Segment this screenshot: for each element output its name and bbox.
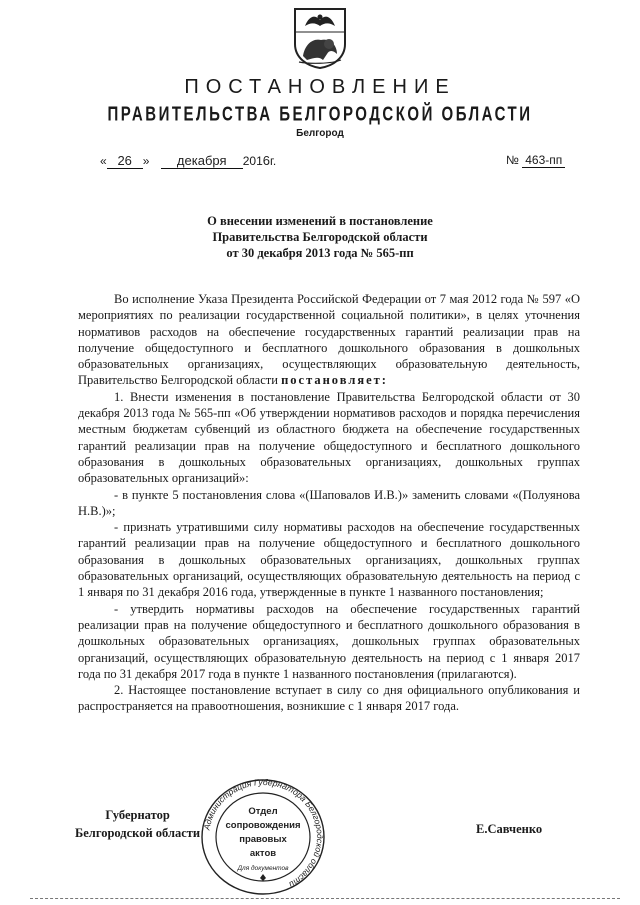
number-value: 463-пп [522, 153, 565, 168]
coat-of-arms-icon [291, 6, 349, 70]
city-label: Белгород [296, 128, 344, 139]
date-open-quote: « [100, 154, 107, 168]
date-day: 26 [107, 153, 143, 169]
heading-line-1: О внесении изменений в постановление [207, 214, 433, 228]
stamp-line-4: актов [249, 848, 277, 859]
signer-position-line-2: Белгородской области [75, 826, 201, 840]
signer-name: Е.Савченко [476, 822, 543, 836]
body-paragraph-item-1: 1. Внести изменения в постановление Правительства Белгородской области от 30 декабря 2013 года № 565-пп «Об утверждении нормативов расходов и порядка перечисления местным бюджетам субвенций из областного бюджета на обеспечение государственных гарантий реализации прав на получение общедоступного и бесплатного дошкольного образования в дошкольных образовательных организациях, дошкольных группах образовательных организаций»: [78, 389, 580, 486]
body-paragraph-item-2: 2. Настоящее постановление вступает в силу со дня официального опубликования и распространяется на правоотношения, возникшие с 1 января 2017 года. [78, 683, 580, 714]
stamp-ring-text: Администрация Губернатора Белгородской области [201, 778, 326, 890]
stamp-line-3: правовых [239, 834, 287, 845]
body-paragraph-dash-2: - признать утратившими силу нормативы расходов на обеспечение государственных гарантий реализации прав на получение общедоступного и бесплатного дошкольного образования в дошкольных образовательных организациях, дошкольных группах образовательных организаций, осуществляющих образовательную деятельность на период с 1 января по 31 декабря 2016 года, утвержденные в пункте 1 названного постановления; [78, 520, 580, 600]
heading-line-3: от 30 декабря 2013 года № 565-пп [226, 246, 414, 260]
signer-position-line-1: Губернатор [105, 808, 170, 822]
page-bottom-divider [30, 898, 620, 899]
body-paragraph-preamble [78, 291, 580, 389]
stamp-line-5: Для документов [237, 865, 289, 872]
signer-position [75, 806, 200, 842]
date-year-suffix: г. [269, 154, 277, 168]
document-number [506, 153, 565, 168]
date-close-quote: » [142, 154, 150, 168]
date-year-digit: 6 [262, 153, 270, 168]
official-stamp [200, 778, 326, 896]
stamp-line-2: сопровождения [225, 820, 301, 831]
document-date [100, 153, 276, 169]
number-prefix: № [506, 153, 519, 167]
body-paragraph-dash-3: - утвердить нормативы расходов на обеспечение государственных гарантий реализации прав на получение общедоступного и бесплатного дошкольного образования в дошкольных образовательных организациях, дошкольных группах образовательных организаций, осуществляющих образовательную деятельность на период с 1 января 2017 года по 31 декабря 2017 года в пункте 1 названного постановления (прилагаются). [78, 601, 580, 681]
stamp-line-1: Отдел [248, 806, 278, 817]
heading-line-2: Правительства Белгородской области [212, 230, 428, 244]
stamp-star-icon [260, 874, 266, 881]
body-paragraph-dash-1: - в пункте 5 постановления слова «(Шаповалов И.В.)» заменить словами «(Полуянова Н.В.)»; [78, 487, 580, 518]
document-body [78, 291, 580, 715]
document-type-title: ПОСТАНОВЛЕНИЕ [184, 76, 456, 98]
document-heading [120, 213, 520, 261]
date-year-prefix: 201 [242, 154, 263, 168]
date-month: декабря [161, 153, 243, 169]
issuing-authority-title: ПРАВИТЕЛЬСТВА БЕЛГОРОДСКОЙ ОБЛАСТИ [107, 103, 533, 126]
preamble-text: Во исполнение Указа Президента Российской Федерации от 7 мая 2012 года № 597 «О мероприятиях по реализации государственной социальной политики», в целях уточнения нормативов расходов на обеспечение государственных гарантий реализации прав на получение общедоступного и бесплатного дошкольного образования в дошкольных образовательных организациях, осуществляющих образовательную деятельность, Правительство Белгородской области [78, 292, 580, 388]
resolves-keyword: постановляет: [281, 373, 388, 388]
